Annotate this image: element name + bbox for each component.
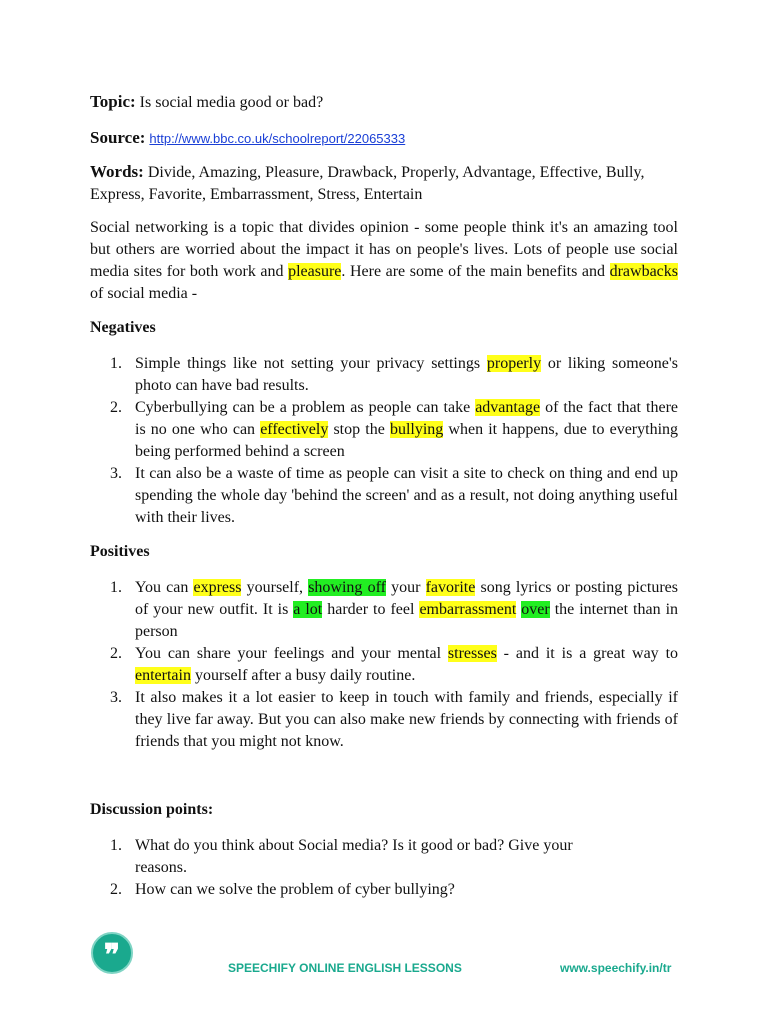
negatives-list xyxy=(90,353,678,529)
highlight-word: stresses xyxy=(447,645,497,662)
item-number: 1. xyxy=(110,579,122,596)
list-item xyxy=(90,879,678,901)
words-label: Words: xyxy=(90,162,144,181)
source-link[interactable]: http://www.bbc.co.uk/schoolreport/22065333 xyxy=(149,131,406,146)
item-text: stop the xyxy=(328,421,390,438)
quote-icon: ❞ xyxy=(103,938,121,973)
highlight-word: entertain xyxy=(135,667,191,684)
words-text: Divide, Amazing, Pleasure, Drawback, Properly, Advantage, Effective, Bully, Express, Favorite, Embarrassment, Stress, Entertain xyxy=(90,164,645,203)
item-number: 1. xyxy=(110,355,122,372)
list-item xyxy=(90,835,678,879)
item-text: your xyxy=(385,579,426,596)
highlight-phrase: a lot xyxy=(293,601,323,618)
item-number: 2. xyxy=(110,399,122,416)
list-item xyxy=(90,687,678,753)
discussion-list xyxy=(90,835,678,901)
item-text: or liking someone's photo can have bad results. xyxy=(135,355,678,394)
highlight-word: pleasure xyxy=(288,263,342,280)
item-text: yourself after a busy daily routine. xyxy=(190,667,416,684)
item-text: yourself, xyxy=(241,579,309,596)
source-label: Source: xyxy=(90,128,146,147)
item-number: 3. xyxy=(110,465,122,482)
item-number: 2. xyxy=(110,881,122,898)
intro-paragraph xyxy=(90,217,678,305)
highlight-word: effectively xyxy=(260,421,329,438)
item-text: It also makes it a lot easier to keep in touch with family and friends, especially if they live far away. But you can also make new friends by connecting with friends of friends that you might not know. xyxy=(135,689,678,750)
source-line xyxy=(90,127,678,150)
positives-list xyxy=(90,577,678,753)
footer-url[interactable]: www.speechify.in/tr xyxy=(560,961,672,975)
topic-text: Is social media good or bad? xyxy=(139,94,324,111)
intro-text: Social networking is a topic that divides opinion - some people think it's an amazing tool but others are worried about the impact it has on people's lives. Lots of people use social media sites for both work and xyxy=(90,219,678,280)
discussion-heading: Discussion points: xyxy=(90,801,214,818)
item-number: 3. xyxy=(110,689,122,706)
speechify-logo xyxy=(91,932,133,974)
item-text: It can also be a waste of time as people can visit a site to check on thing and end up spending the whole day 'behind the screen' and as a result, not doing anything useful with their lives. xyxy=(135,465,678,526)
highlight-phrase: showing off xyxy=(308,579,386,596)
item-number: 1. xyxy=(110,837,122,854)
list-item xyxy=(90,353,678,397)
item-text: - and it is a great way to xyxy=(496,645,679,662)
highlight-word: express xyxy=(193,579,242,596)
item-text: song lyrics or posting pictures of your new outfit. It is xyxy=(135,579,678,618)
intro-text: of social media - xyxy=(90,285,198,302)
item-text: What do you think about Social media? Is it good or bad? Give your reasons. xyxy=(135,837,573,876)
item-text: How can we solve the problem of cyber bullying? xyxy=(135,881,455,898)
item-number: 2. xyxy=(110,645,122,662)
item-text: You can share your feelings and your mental xyxy=(135,645,448,662)
item-text: Cyberbullying can be a problem as people can take xyxy=(135,399,476,416)
highlight-word: favorite xyxy=(425,579,476,596)
list-item xyxy=(90,397,678,463)
item-text: Simple things like not setting your privacy settings xyxy=(135,355,487,372)
topic-label: Topic: xyxy=(90,92,136,111)
list-item xyxy=(90,463,678,529)
highlight-word: drawbacks xyxy=(609,263,678,280)
highlight-word: embarrassment xyxy=(419,601,517,618)
item-text: of the fact that there is no one who can xyxy=(135,399,678,438)
highlight-word: advantage xyxy=(475,399,541,416)
item-text: You can xyxy=(135,579,194,596)
item-text: the internet than in person xyxy=(135,601,679,640)
intro-text: . Here are some of the main benefits and xyxy=(341,263,610,280)
positives-heading: Positives xyxy=(90,543,150,560)
list-item xyxy=(90,577,678,643)
highlight-phrase: over xyxy=(521,601,550,618)
negatives-heading: Negatives xyxy=(90,319,156,336)
footer-title: SPEECHIFY ONLINE ENGLISH LESSONS xyxy=(228,961,462,975)
list-item xyxy=(90,643,678,687)
topic-line xyxy=(90,91,678,114)
item-text: harder to feel xyxy=(322,601,420,618)
highlight-word: bullying xyxy=(389,421,444,438)
words-line xyxy=(90,161,678,206)
item-text: when it happens, due to everything being performed behind a screen xyxy=(135,421,679,460)
highlight-word: properly xyxy=(486,355,542,372)
